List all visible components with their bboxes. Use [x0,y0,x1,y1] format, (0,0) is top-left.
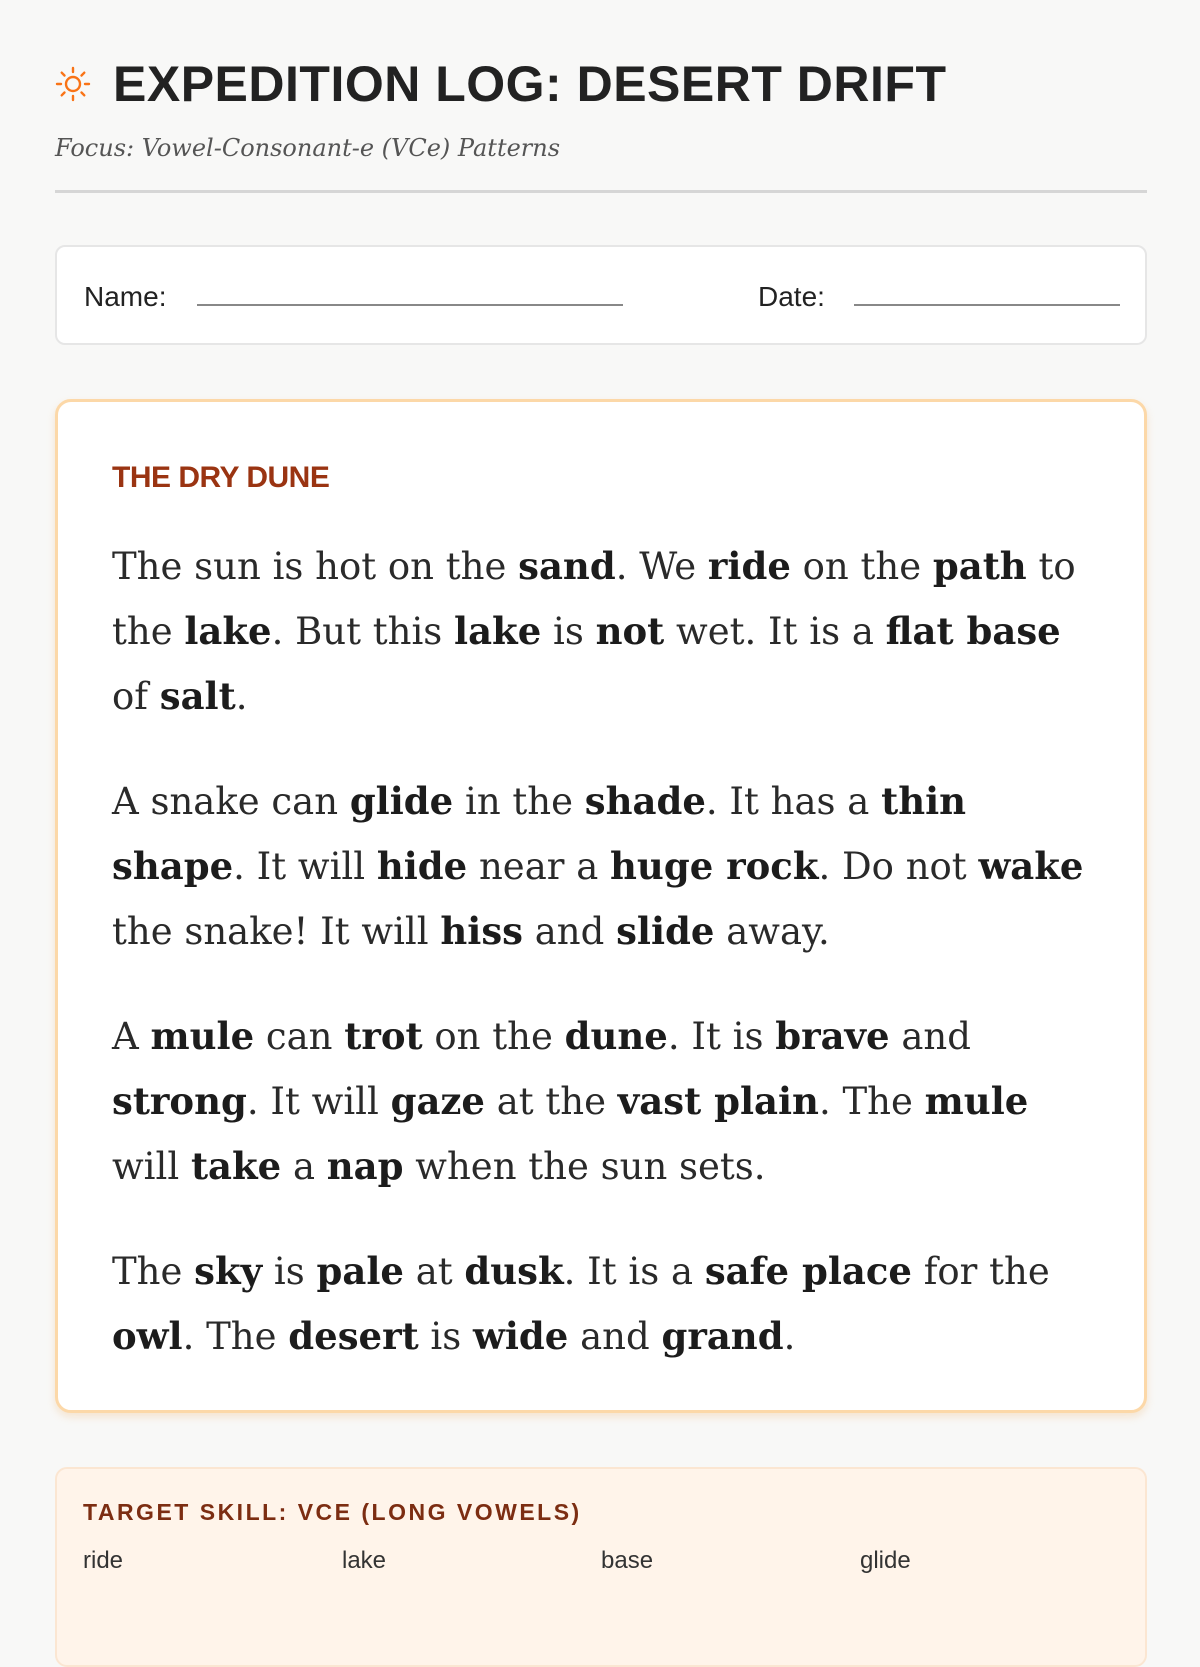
story-text: . The [818,1080,925,1123]
story-text: . It has a [705,780,882,823]
story-card [55,399,1147,1413]
vocab-word: lake [454,609,542,653]
story-text: The [112,1250,195,1293]
vocab-word: lake [184,609,272,653]
story-heading: THE DRY DUNE [112,461,330,494]
target-word: base [601,1547,654,1574]
target-skill-card [55,1467,1147,1667]
story-text: will [112,1145,191,1188]
vocab-word: hide [376,844,468,888]
story-text: . Do not [818,845,979,888]
story-body [112,534,1090,1369]
story-text: of [112,675,160,718]
name-field[interactable] [197,304,623,306]
vocab-word: mule [150,1014,255,1058]
vocab-word: not [595,609,665,653]
vocab-word: slide [616,909,715,953]
story-text: The sun is hot on the [112,545,519,588]
page-subtitle: Focus: Vowel-Consonant-e (VCe) Patterns [55,134,561,162]
story-text: . But this [271,610,455,653]
story-text: . It is a [563,1250,705,1293]
story-text: and [889,1015,971,1058]
story-paragraph [112,1239,1090,1369]
story-text: can [254,1015,345,1058]
story-text: in the [453,780,585,823]
vocab-word: strong [112,1079,247,1123]
page-title: EXPEDITION LOG: DESERT DRIFT [113,56,947,112]
target-skill-heading: TARGET SKILL: VCE (LONG VOWELS) [83,1499,582,1525]
vocab-word: take [190,1144,282,1188]
student-info-card [55,245,1147,345]
story-text: and [568,1315,662,1358]
vocab-word: desert [288,1314,419,1358]
sun-icon [55,66,91,102]
name-label: Name: [84,281,167,312]
vocab-word: flat base [885,609,1061,653]
header [55,0,1147,193]
vocab-word: trot [344,1014,423,1058]
vocab-word: safe place [704,1249,912,1293]
vocab-word: path [932,544,1027,588]
target-word: glide [860,1547,911,1574]
story-text: the snake! It will [112,910,441,953]
vocab-word: glide [349,779,454,823]
story-text: . We [615,545,708,588]
story-text: is [541,610,596,653]
vocab-word: shade [584,779,706,823]
vocab-word: vast plain [617,1079,819,1123]
story-text: . It is [667,1015,776,1058]
vocab-word: sky [194,1249,263,1293]
vocab-word: wide [473,1314,569,1358]
vocab-word: owl [112,1314,183,1358]
vocab-word: nap [326,1144,404,1188]
title-row [55,52,1147,116]
vocab-word: salt [159,674,236,718]
vocab-word: gaze [390,1079,485,1123]
story-text: . [783,1315,796,1358]
story-text: for the [911,1250,1050,1293]
story-text: . It will [233,845,377,888]
story-text: on the [790,545,933,588]
vocab-word: thin shape [112,779,967,888]
header-divider [55,190,1147,193]
vocab-word: mule [924,1079,1029,1123]
story-text: . It will [246,1080,391,1123]
story-text: . [235,675,248,718]
vocab-word: huge rock [610,844,819,888]
target-word: ride [83,1547,124,1574]
story-paragraph [112,534,1090,729]
vocab-word: sand [518,544,616,588]
word-list [83,1547,1119,1575]
story-text: is [262,1250,317,1293]
story-paragraph [112,1004,1090,1199]
vocab-word: dusk [464,1249,564,1293]
story-text: is [418,1315,474,1358]
vocab-word: dune [564,1014,668,1058]
target-word: lake [342,1547,387,1574]
story-text: at [403,1250,465,1293]
date-field[interactable] [854,304,1120,306]
story-text: near a [467,845,611,888]
story-text: A snake can [112,780,350,823]
story-paragraph [112,769,1090,964]
story-text: A [112,1015,151,1058]
date-label: Date: [758,281,825,312]
vocab-word: ride [707,544,791,588]
vocab-word: wake [978,844,1084,888]
vocab-word: brave [775,1014,890,1058]
story-text: away. [714,910,830,953]
story-text: to the [112,545,1076,653]
vocab-word: hiss [440,909,523,953]
vocab-word: pale [316,1249,404,1293]
story-text: on the [422,1015,565,1058]
story-text: at the [484,1080,618,1123]
story-text: . The [182,1315,289,1358]
story-text: wet. It is a [664,610,886,653]
story-text: a [281,1145,327,1188]
story-text: and [522,910,617,953]
worksheet-page [55,0,1147,1667]
vocab-word: grand [661,1314,784,1358]
story-text: when the sun sets. [403,1145,766,1188]
